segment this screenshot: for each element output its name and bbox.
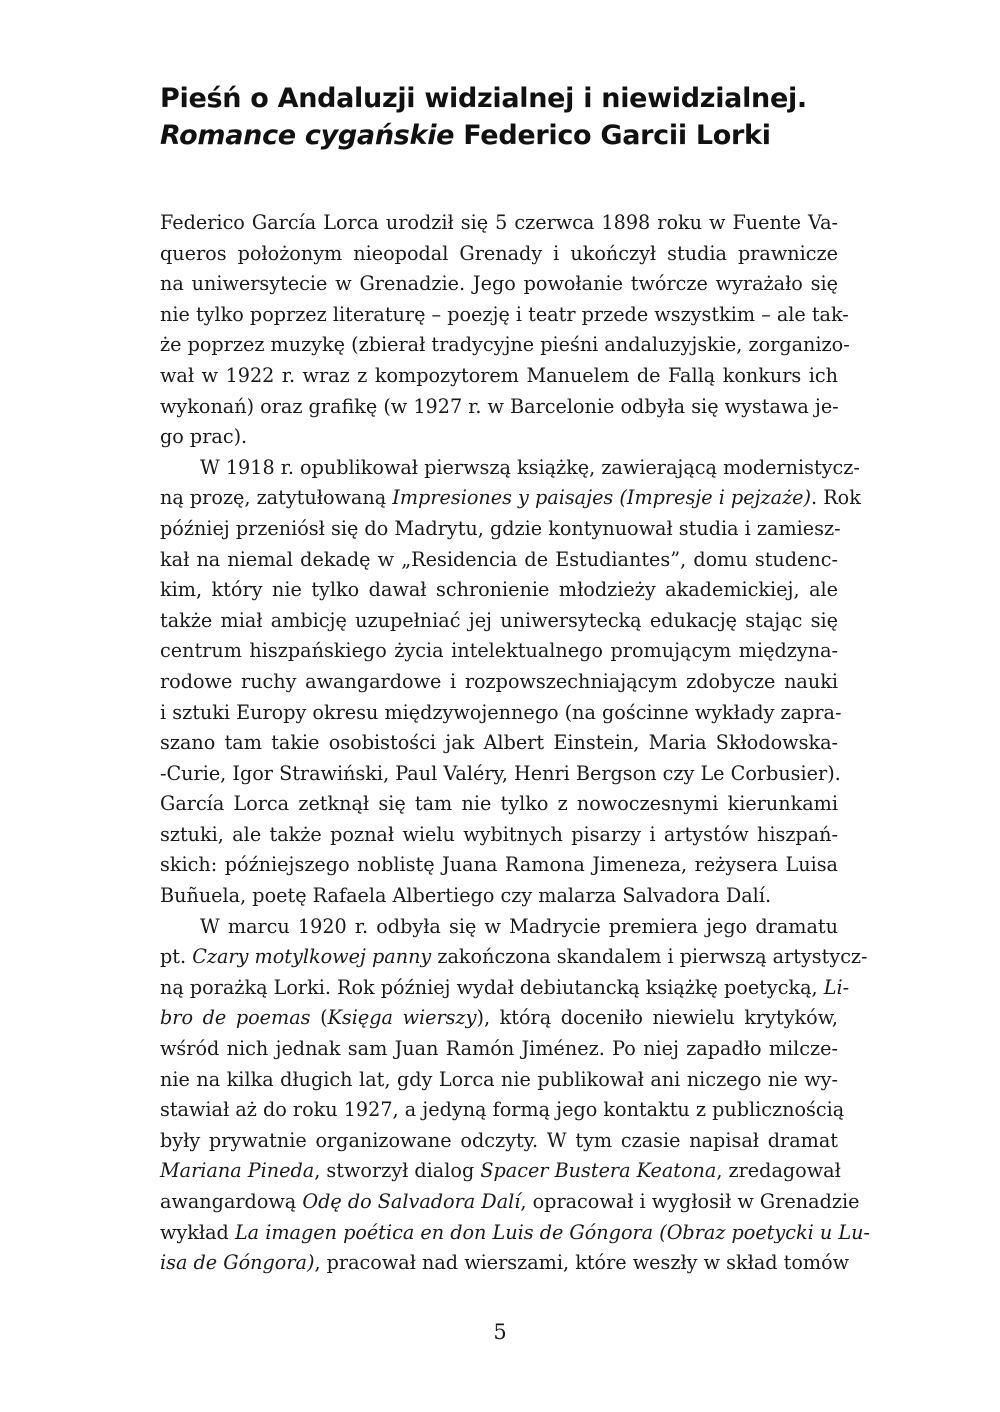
text-segment: ), którą doceniło niewielu krytyków, (476, 1006, 838, 1030)
text-segment: kim, który nie tylko dawał schronienie młodzieży akademickiej, ale (160, 578, 838, 602)
italic-title: Spacer Bustera Keatona (480, 1159, 717, 1183)
text-line (160, 850, 838, 881)
text-segment: awangardową (160, 1190, 303, 1213)
text-line (160, 361, 838, 392)
text-segment: były prywatnie organizowane odczyty. W tym czasie napisał dramat (160, 1128, 838, 1152)
text-segment: , pracował nad wierszami, które weszły w skład tomów (314, 1251, 850, 1275)
page-number: 5 (493, 1320, 507, 1344)
text-line (160, 1187, 860, 1218)
text-line (160, 667, 838, 698)
italic-title: La imagen poética en don Luis de Góngora (Obraz poetycki u Lu- (234, 1220, 870, 1244)
paragraph (160, 453, 861, 912)
text-segment: , zredagował (716, 1159, 841, 1183)
text-segment: centrum hiszpańskiego życia intelektualnego promującym międzyna- (160, 639, 838, 663)
italic-title: bro de poemas (160, 1006, 311, 1030)
text-line (160, 1248, 850, 1279)
chapter-title-rest: Federico Garcii Lorki (454, 120, 771, 151)
italic-title: Odę do Salvadora Dalí (302, 1190, 521, 1213)
text-segment: , stworzył dialog (314, 1159, 481, 1183)
paragraph (160, 208, 850, 453)
text-line (160, 636, 838, 667)
text-segment: sztuki, ale także poznał wielu wybitnych pisarzy i artystów hiszpań- (160, 822, 838, 846)
text-line (160, 1218, 870, 1249)
text-line (160, 912, 838, 943)
text-line (160, 1065, 838, 1096)
text-line (160, 973, 850, 1004)
text-segment: że poprzez muzykę (zbierał tradycyjne pieśni andaluzyjskie, zorganizo- (160, 333, 850, 357)
chapter-title-line-2 (160, 117, 880, 154)
text-segment: i sztuki Europy okresu międzywojennego (na gościnne wykłady zapra- (160, 700, 842, 724)
text-line (160, 1126, 838, 1157)
text-segment: Federico García Lorca urodził się 5 czerwca 1898 roku w Fuente Va- (160, 211, 838, 234)
text-segment: wał w 1922 r. wraz z kompozytorem Manuelem de Fallą konkurs ich (160, 363, 838, 387)
italic-title: Mariana Pineda (160, 1159, 315, 1183)
text-segment: nie na kilka długich lat, gdy Lorca nie publikował ani niczego nie wy- (160, 1067, 838, 1091)
text-segment: szano tam takie osobistości jak Albert Einstein, Maria Skłodowska- (160, 731, 838, 755)
text-line (160, 698, 842, 729)
text-segment: , opracował i wygłosił w Grenadzie (520, 1190, 860, 1213)
text-segment: ( (310, 1006, 328, 1030)
italic-title: Księga wierszy (327, 1006, 477, 1030)
text-line (160, 1156, 841, 1187)
text-line (160, 1003, 838, 1034)
italic-title: isa de Góngora) (160, 1251, 315, 1275)
chapter-title (160, 80, 880, 154)
chapter-title-line-1: Pieśń o Andaluzji widzialnej i niewidzialnej. (160, 83, 807, 114)
text-segment: na uniwersytecie w Grenadzie. Jego powołanie twórcze wyrażało się (160, 272, 838, 296)
text-segment: W marcu 1920 r. odbyła się w Madrycie premiera jego dramatu (200, 914, 838, 938)
text-line (160, 483, 861, 514)
text-segment: queros położonym nieopodal Grenady i ukończył studia prawnicze (160, 241, 838, 265)
text-line (160, 392, 838, 423)
text-line (160, 300, 849, 331)
text-line (160, 942, 868, 973)
italic-title: Impresiones y paisajes (Impresje i pejzaże) (392, 486, 812, 510)
text-segment: García Lorca zetknął się tam nie tylko z nowoczesnymi kierunkami (160, 792, 838, 816)
text-segment: zakończona skandalem i pierwszą artystycz- (431, 945, 868, 969)
text-line (160, 239, 838, 270)
text-line (160, 545, 838, 576)
text-line (160, 1034, 838, 1065)
text-line (160, 453, 860, 484)
text-line (160, 606, 838, 637)
text-line (160, 759, 841, 790)
text-segment: także miał ambicję uzupełniać jej uniwersytecką edukację stając się (160, 608, 838, 632)
text-segment: ną prozę, zatytułowaną (160, 486, 393, 510)
text-segment: go prac). (160, 425, 248, 449)
text-line (160, 789, 838, 820)
text-segment: wykład (160, 1220, 235, 1244)
text-segment: W 1918 r. opublikował pierwszą książkę, zawierającą modernistycz- (200, 455, 860, 479)
text-line (160, 881, 838, 912)
body-text (160, 208, 870, 1279)
text-segment: skich: późniejszego noblistę Juana Ramona Jimeneza, reżysera Luisa (160, 853, 838, 877)
chapter-title-italic-part: Romance cygańskie (160, 120, 455, 151)
italic-title: Li- (823, 975, 850, 999)
text-segment: . Rok (811, 486, 861, 510)
italic-title: Czary motylkowej panny (192, 945, 432, 969)
text-segment: -Curie, Igor Strawiński, Paul Valéry, Henri Bergson czy Le Corbusier). (160, 761, 841, 785)
text-line (160, 728, 838, 759)
text-segment: później przeniósł się do Madrytu, gdzie kontynuował studia i zamiesz- (160, 516, 841, 540)
text-segment: nie tylko poprzez literaturę – poezję i teatr przede wszystkim – ale tak- (160, 302, 849, 326)
text-line (160, 514, 841, 545)
text-line (160, 269, 838, 300)
text-segment: rodowe ruchy awangardowe i rozpowszechniającym zdobycze nauki (160, 669, 838, 693)
text-line (160, 330, 850, 361)
paragraph (160, 912, 870, 1279)
text-segment: Buñuela, poetę Rafaela Albertiego czy malarza Salvadora Dalí. (160, 884, 772, 908)
text-segment: wykonań) oraz grafikę (w 1927 r. w Barcelonie odbyła się wystawa je- (160, 394, 839, 418)
text-line (160, 575, 838, 606)
text-line (160, 422, 838, 453)
text-segment: stawiał aż do roku 1927, a jedyną formą jego kontaktu z publicznością (160, 1098, 845, 1122)
text-segment: kał na niemal dekadę w „Residencia de Estudiantes”, domu studenc- (160, 547, 838, 571)
text-line (160, 208, 838, 239)
text-line (160, 1095, 845, 1126)
text-line (160, 820, 838, 851)
text-segment: wśród nich jednak sam Juan Ramón Jiménez. Po niej zapadło milcze- (160, 1037, 838, 1061)
text-segment: pt. (160, 945, 193, 969)
text-segment: ną porażką Lorki. Rok później wydał debiutancką książkę poetycką, (160, 975, 824, 999)
